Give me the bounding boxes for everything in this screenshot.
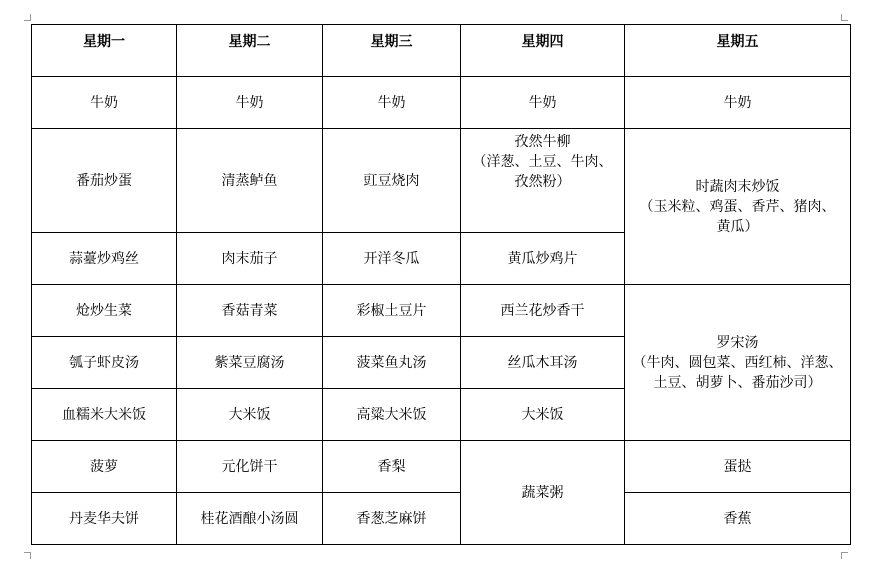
day-header-friday: 星期五 [625, 25, 851, 77]
menu-cell: 炝炒生菜 [32, 285, 177, 337]
menu-cell: 香蕉 [625, 493, 851, 545]
table-row-snack1 [32, 441, 851, 493]
menu-cell: 牛奶 [461, 77, 625, 129]
menu-cell: 彩椒土豆片 [323, 285, 461, 337]
dish-ingredients: 孜然粉） [514, 174, 571, 190]
dish-ingredients: （洋葱、土豆、牛肉、 [472, 154, 613, 170]
dish-ingredients: （玉米粒、鸡蛋、香芹、猪肉、 [639, 198, 836, 215]
dish-ingredients: （牛肉、圆包菜、西红柿、洋葱、 [632, 354, 843, 371]
menu-cell: 清蒸鲈鱼 [177, 129, 323, 233]
menu-cell: 大米饭 [461, 389, 625, 441]
menu-cell: 元化饼干 [177, 441, 323, 493]
dish-title: 孜然牛柳 [514, 134, 571, 150]
day-header-monday: 星期一 [32, 25, 177, 77]
menu-cell: 肉末茄子 [177, 233, 323, 285]
page-corner-mark-bottom-left [24, 552, 31, 559]
menu-cell: 丹麦华夫饼 [32, 493, 177, 545]
menu-cell: 蒜薹炒鸡丝 [32, 233, 177, 285]
menu-cell: 开洋冬瓜 [323, 233, 461, 285]
day-header-tuesday: 星期二 [177, 25, 323, 77]
table-row-snack2 [32, 493, 851, 545]
menu-cell: 黄瓜炒鸡片 [461, 233, 625, 285]
menu-cell: 大米饭 [177, 389, 323, 441]
menu-cell: 牛奶 [323, 77, 461, 129]
menu-cell: 桂花酒酿小汤圆 [177, 493, 323, 545]
menu-cell: 牛奶 [177, 77, 323, 129]
menu-cell: 香葱芝麻饼 [323, 493, 461, 545]
menu-cell: 高粱大米饭 [323, 389, 461, 441]
menu-cell: 香梨 [323, 441, 461, 493]
menu-cell: 牛奶 [32, 77, 177, 129]
menu-cell-friday-main [625, 129, 851, 285]
menu-cell-thursday-main [461, 129, 625, 233]
menu-cell: 西兰花炒香干 [461, 285, 625, 337]
table-row-milk [32, 77, 851, 129]
dish-ingredients: 黄瓜） [716, 218, 759, 235]
menu-cell: 蛋挞 [625, 441, 851, 493]
menu-cell: 瓠子虾皮汤 [32, 337, 177, 389]
menu-cell-friday-soup [625, 285, 851, 441]
table-row-vegetable [32, 285, 851, 337]
menu-cell: 香菇青菜 [177, 285, 323, 337]
menu-cell: 豇豆烧肉 [323, 129, 461, 233]
table-row-dish1 [32, 129, 851, 233]
page-corner-mark-bottom-right [841, 552, 848, 559]
dish-title: 罗宋汤 [716, 334, 759, 351]
menu-cell: 菠萝 [32, 441, 177, 493]
dish-title: 时蔬肉末炒饭 [695, 178, 780, 195]
page-corner-mark-top-left [24, 14, 31, 21]
menu-cell: 牛奶 [625, 77, 851, 129]
menu-cell: 紫菜豆腐汤 [177, 337, 323, 389]
dish-ingredients: 土豆、胡萝卜、番茄沙司） [653, 374, 822, 391]
menu-cell-thursday-snack: 蔬菜粥 [461, 441, 625, 545]
menu-cell: 丝瓜木耳汤 [461, 337, 625, 389]
menu-cell: 菠菜鱼丸汤 [323, 337, 461, 389]
day-header-thursday: 星期四 [461, 25, 625, 77]
menu-cell: 番茄炒蛋 [32, 129, 177, 233]
weekly-menu-table [31, 24, 851, 545]
menu-cell: 血糯米大米饭 [32, 389, 177, 441]
day-header-wednesday: 星期三 [323, 25, 461, 77]
page-corner-mark-top-right [841, 14, 848, 21]
header-row [32, 25, 851, 77]
